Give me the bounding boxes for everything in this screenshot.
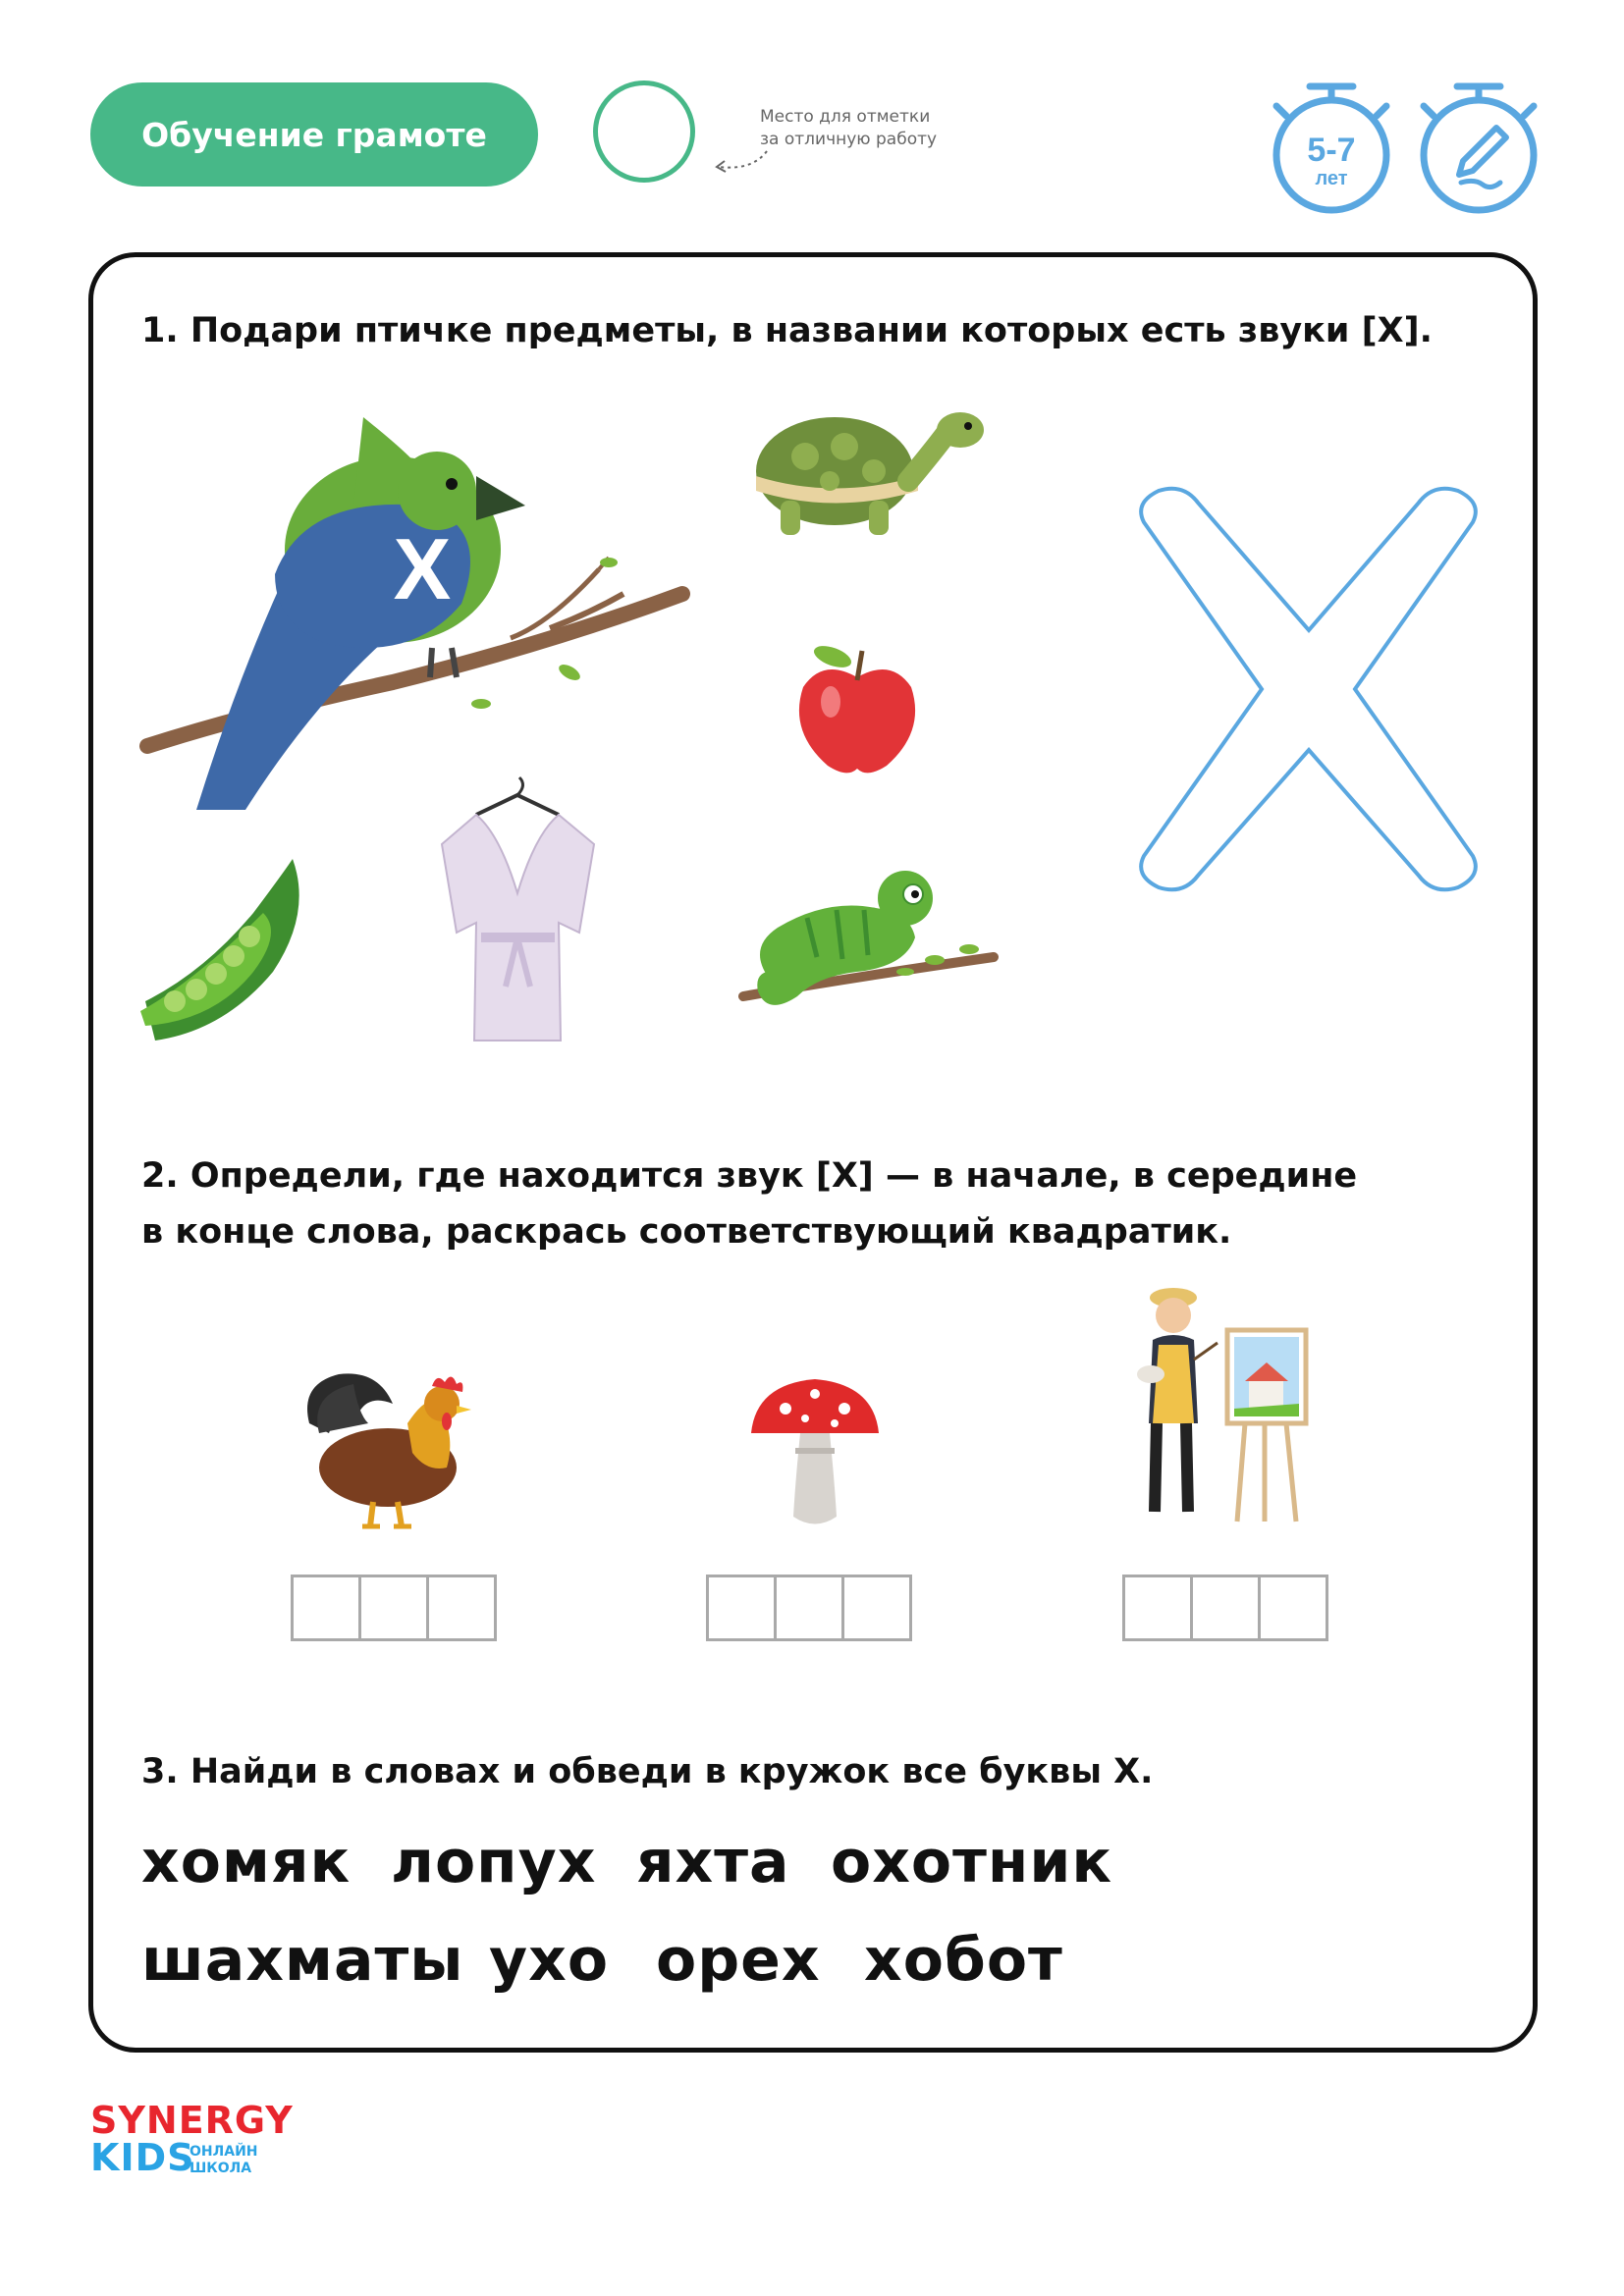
age-unit: лет xyxy=(1315,168,1348,189)
mark-note-line: за отличную работу xyxy=(760,130,938,149)
artist-sound-position-boxes xyxy=(1122,1575,1328,1641)
apple-image xyxy=(793,643,921,775)
brand-sub-line: ШКОЛА xyxy=(189,2161,252,2176)
word: лопух xyxy=(391,1828,597,1896)
word: охотник xyxy=(831,1828,1113,1896)
peas-image xyxy=(135,854,312,1050)
word: орех xyxy=(656,1926,821,1995)
mushroom-sound-position-boxes xyxy=(706,1575,912,1641)
word: шахматы xyxy=(141,1926,464,1995)
grade-mark-note xyxy=(760,106,937,151)
brand-logo-synergy: SYNERGY xyxy=(90,2099,294,2142)
position-box-end[interactable] xyxy=(1258,1575,1328,1641)
position-box-start[interactable] xyxy=(1122,1575,1193,1641)
task2-title-line: 2. Определи, где находится звук [Х] — в начале, в середине xyxy=(141,1156,1358,1196)
word: хобот xyxy=(864,1926,1063,1995)
brand-logo-subtitle xyxy=(189,2144,258,2177)
age-range: 5-7 xyxy=(1307,132,1356,169)
position-box-middle[interactable] xyxy=(1190,1575,1261,1641)
age-badge xyxy=(1269,80,1394,218)
word: яхта xyxy=(636,1828,790,1896)
position-box-middle[interactable] xyxy=(358,1575,429,1641)
pencil-icon xyxy=(1416,80,1542,218)
mushroom-image xyxy=(746,1374,884,1531)
turtle-image xyxy=(746,402,982,550)
word: ухо xyxy=(489,1926,610,1995)
brand-sub-line: ОНЛАЙН xyxy=(189,2144,258,2160)
task2-title xyxy=(141,1148,1357,1260)
position-box-end[interactable] xyxy=(426,1575,497,1641)
artist-image xyxy=(1139,1286,1316,1531)
big-letter-outline xyxy=(1134,483,1483,895)
task3-title: 3. Найди в словах и обведи в кружок все буквы Х. xyxy=(141,1752,1154,1791)
position-box-start[interactable] xyxy=(706,1575,777,1641)
position-box-start[interactable] xyxy=(291,1575,361,1641)
bird-on-branch-image xyxy=(137,398,687,829)
task1-title: 1. Подари птичке предметы, в названии которых есть звуки [Х]. xyxy=(141,311,1433,350)
bathrobe-image xyxy=(437,775,599,1050)
subject-badge: Обучение грамоте xyxy=(90,82,538,187)
task2-title-line: в конце слова, раскрась соответствующий квадратик. xyxy=(141,1212,1232,1252)
chameleon-image xyxy=(738,869,1003,1016)
rooster-sound-position-boxes xyxy=(291,1575,497,1641)
mark-note-line: Место для отметки xyxy=(760,107,931,127)
bird-letter: Х xyxy=(393,520,452,617)
rooster-image xyxy=(299,1364,476,1536)
grade-mark-circle xyxy=(593,80,695,183)
position-box-end[interactable] xyxy=(841,1575,912,1641)
brand-logo-kids: KIDS xyxy=(90,2136,195,2179)
word: хомяк xyxy=(141,1828,352,1896)
position-box-middle[interactable] xyxy=(774,1575,844,1641)
